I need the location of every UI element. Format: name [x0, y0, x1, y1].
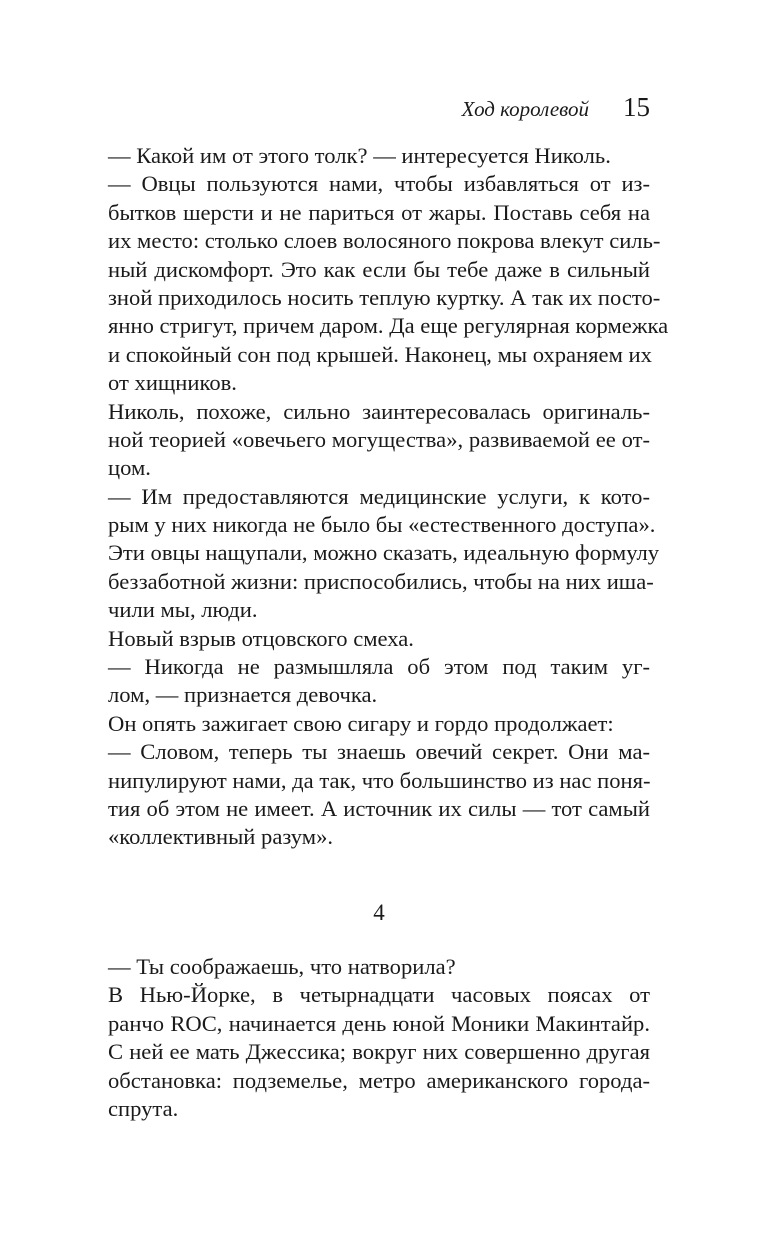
text-line: — Какой им от этого толк? — интересуется Николь.: [108, 143, 611, 168]
text-line: — Никогда не размышляла об этом под таким уг-: [108, 654, 650, 680]
text-line: зной приходилось носить теплую куртку. А так их посто-: [108, 284, 661, 310]
text-line: рым у них никогда не было бы «естественного доступа».: [108, 512, 656, 538]
text-line: «коллективный разум».: [108, 824, 334, 850]
text-line: чили мы, люди.: [108, 597, 258, 623]
page-header: [108, 92, 650, 128]
body-text-section-2: [108, 953, 650, 1123]
text-line: спрута.: [108, 1095, 179, 1121]
text-line: Он опять зажигает свою сигару и гордо продолжает:: [108, 710, 614, 736]
text-line: цом.: [108, 455, 151, 481]
page-number: 15: [623, 92, 650, 122]
running-head: Ход королевой: [461, 97, 589, 121]
text-line: — Словом, теперь ты знаешь овечий секрет. Они ма-: [108, 739, 650, 765]
text-line: их место: столько слоев волосяного покрова влекут силь-: [108, 228, 661, 254]
text-line: янно стригут, причем даром. Да еще регулярная кормежка: [108, 313, 669, 339]
text-line: нипулируют нами, да так, что большинство из нас поня-: [108, 767, 651, 793]
text-line: Николь, похоже, сильно заинтересовалась оригиналь-: [108, 398, 650, 424]
text-line: беззаботной жизни: приспособились, чтобы на них иша-: [108, 568, 654, 594]
text-line: ный дискомфорт. Это как если бы тебе даже в сильный: [108, 256, 650, 282]
text-line: бытков шерсти и не париться от жары. Поставь себя на: [108, 199, 650, 225]
text-line: Новый взрыв отцовского смеха.: [108, 625, 414, 651]
text-line: Эти овцы нащупали, можно сказать, идеальную формулу: [108, 540, 660, 566]
text-line: В Нью-Йорке, в четырнадцати часовых поясах от: [108, 982, 650, 1008]
text-line: — Ты соображаешь, что натворила?: [108, 954, 456, 979]
text-line: обстановка: подземелье, метро американского города-: [108, 1067, 650, 1093]
text-line: и спокойный сон под крышей. Наконец, мы охраняем их: [108, 341, 652, 367]
text-line: — Овцы пользуются нами, чтобы избавляться от из-: [108, 171, 650, 197]
text-line: тия об этом не имеет. А источник их силы — тот самый: [108, 795, 650, 821]
text-line: ранчо ROC, начинается день юной Моники Макинтайр.: [108, 1010, 650, 1036]
text-line: ной теорией «овечьего могущества», развиваемой ее от-: [108, 426, 650, 452]
text-line: от хищников.: [108, 370, 237, 396]
chapter-number: 4: [373, 900, 385, 925]
text-line: С ней ее мать Джессика; вокруг них совершенно другая: [108, 1039, 650, 1065]
text-line: — Им предоставляются медицинские услуги, к кото-: [108, 483, 650, 509]
body-text-section-1: [108, 142, 669, 852]
text-line: лом, — признается девочка.: [108, 682, 378, 708]
